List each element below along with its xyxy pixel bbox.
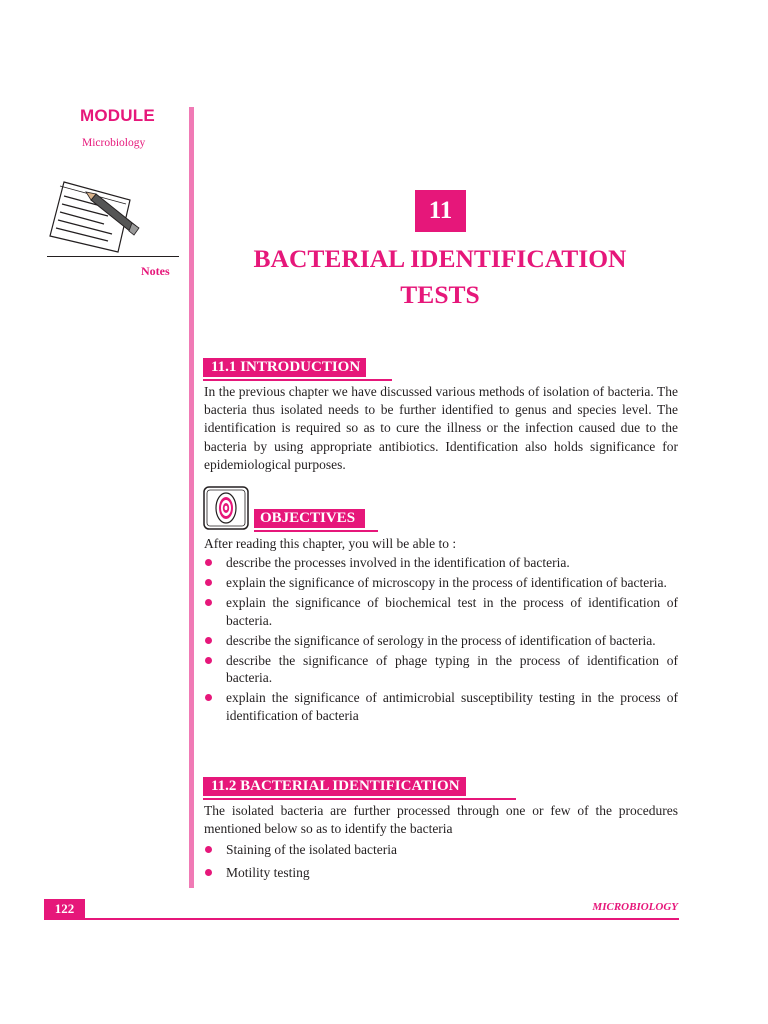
- list-item: [204, 632, 678, 650]
- list-item: [204, 594, 678, 629]
- list-item: [204, 864, 678, 882]
- list-item: [204, 652, 678, 687]
- procedure-text: Staining of the isolated bacteria: [226, 842, 397, 857]
- objectives-list: [204, 554, 678, 727]
- module-label: MODULE: [80, 106, 155, 125]
- bullet-icon: [205, 657, 212, 664]
- margin-rule: [189, 107, 194, 888]
- module-subject: Microbiology: [82, 137, 146, 149]
- chapter-title-line-2: TESTS: [400, 280, 480, 309]
- objective-text: explain the significance of microscopy in the process of identification of bacteria.: [226, 575, 667, 590]
- notes-label: Notes: [141, 264, 170, 278]
- chapter-title: [200, 241, 680, 313]
- bacterial-identification-heading: 11.2 BACTERIAL IDENTIFICATION: [203, 777, 466, 796]
- bacterial-identification-list: [204, 841, 678, 886]
- page-number: 122: [44, 899, 85, 918]
- footer-subject: MICROBIOLOGY: [592, 901, 678, 913]
- footer-rule: [44, 918, 679, 920]
- objectives-heading-underline: [254, 530, 378, 532]
- objectives-lead: After reading this chapter, you will be able to :: [204, 536, 457, 551]
- bullet-icon: [205, 559, 212, 566]
- intro-heading-underline: [203, 379, 392, 381]
- objective-text: describe the significance of serology in the process of identification of bacteria.: [226, 632, 656, 648]
- notes-divider: [47, 256, 179, 257]
- bacterial-identification-paragraph: The isolated bacteria are further processed through one or few of the procedures mentioned below so as to identify the bacteria: [204, 803, 678, 837]
- chapter-number: 11: [415, 190, 466, 232]
- list-item: [204, 689, 678, 724]
- bullet-icon: [205, 637, 212, 644]
- objective-text: describe the processes involved in the identification of bacteria.: [226, 555, 570, 570]
- procedure-text: Motility testing: [226, 864, 310, 880]
- bullet-icon: [205, 599, 212, 606]
- bullet-icon: [205, 579, 212, 586]
- intro-heading: 11.1 INTRODUCTION: [203, 358, 366, 377]
- objective-text: describe the significance of phage typing in the process of identification of bacteria.: [226, 652, 678, 685]
- intro-paragraph: In the previous chapter we have discussed various methods of isolation of bacteria. The bacteria thus isolated needs to be further identified to genus and species level. The identification is required so as to cure the illness or the infection caused due to the bacteria by using appropriate antibiotics. Identification also holds significance for epidemiological purposes.: [204, 384, 678, 472]
- bullet-icon: [205, 869, 212, 876]
- objective-text: explain the significance of antimicrobial susceptibility testing in the process of identification of bacteria: [226, 690, 678, 723]
- target-icon: [203, 486, 249, 530]
- chapter-title-line-1: BACTERIAL IDENTIFICATION: [253, 244, 627, 273]
- objective-text: explain the significance of biochemical test in the process of identification of bacteria.: [226, 595, 678, 628]
- bullet-icon: [205, 846, 212, 853]
- bacterial-identification-heading-underline: [203, 798, 516, 800]
- objectives-heading: OBJECTIVES: [254, 509, 365, 528]
- bullet-icon: [205, 694, 212, 701]
- list-item: [204, 841, 678, 859]
- list-item: [204, 574, 678, 592]
- notepad-pencil-icon: [38, 176, 143, 261]
- list-item: [204, 554, 678, 572]
